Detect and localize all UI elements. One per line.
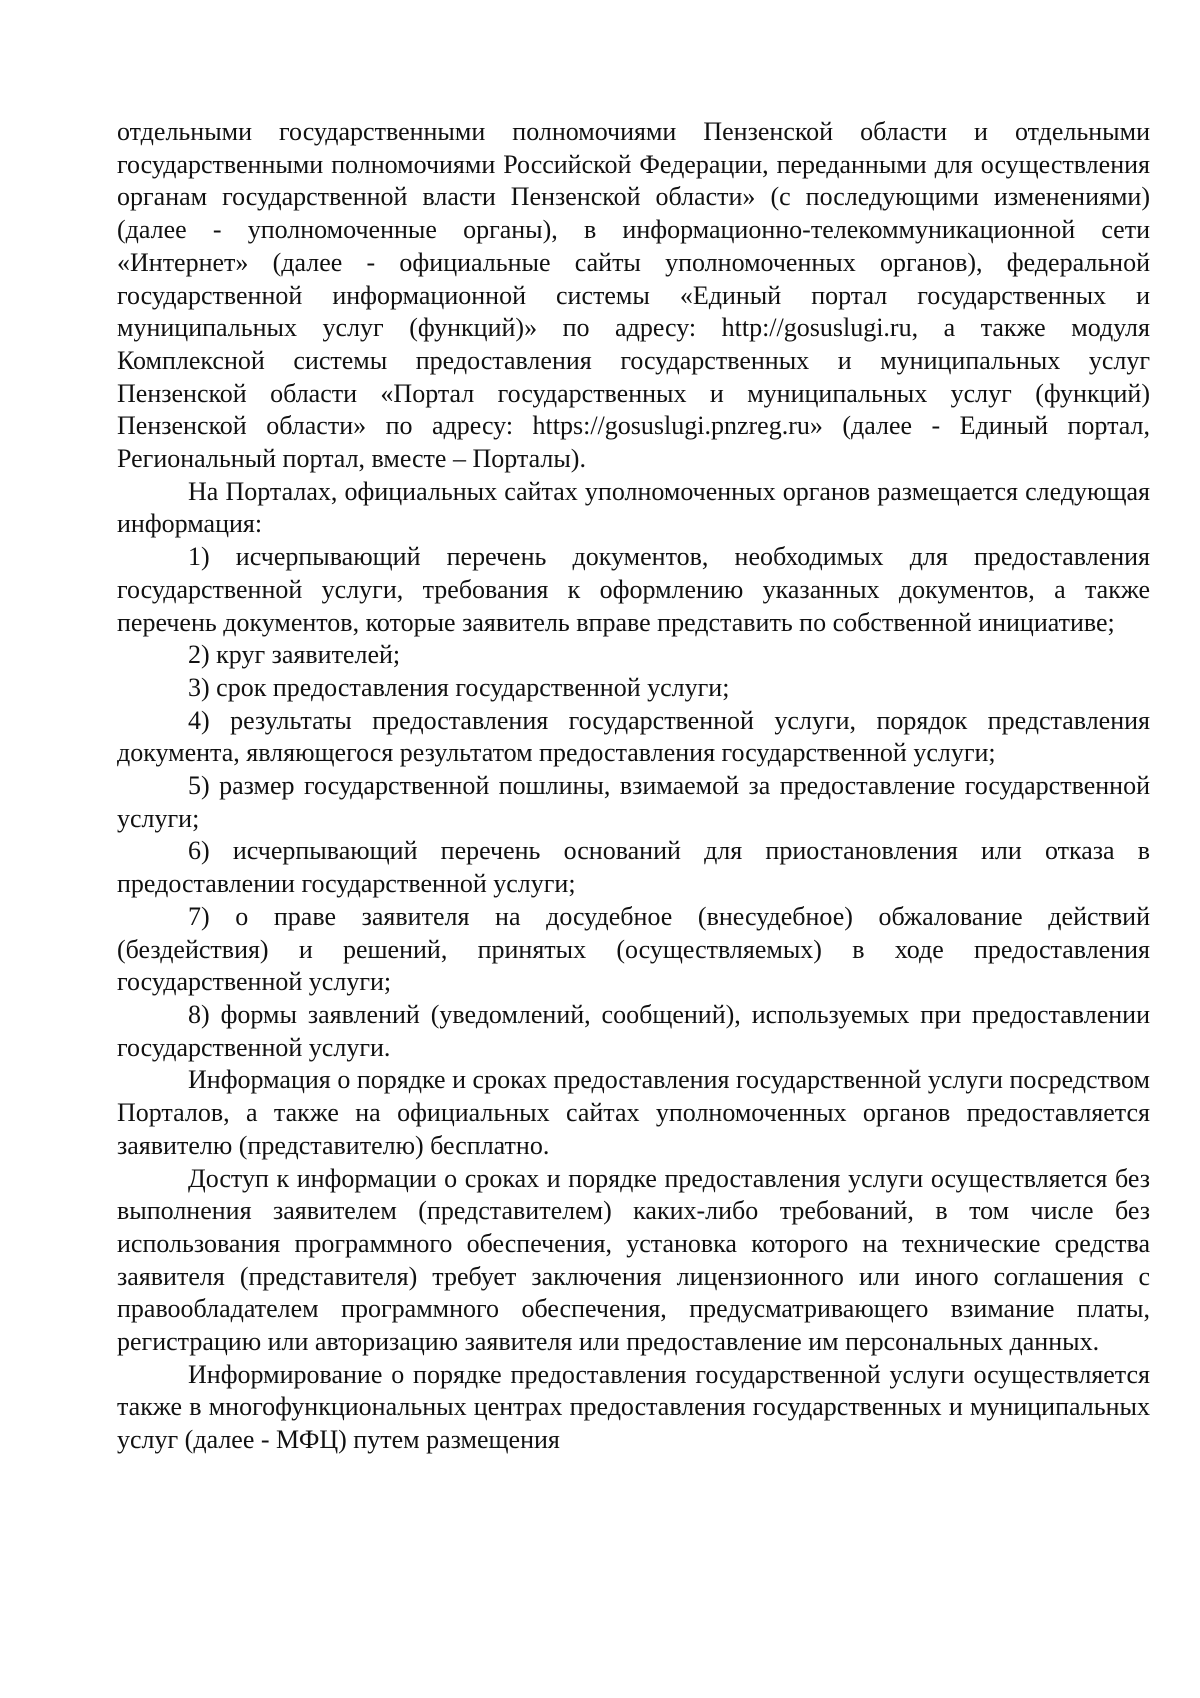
paragraph-mfc: Информирование о порядке предоставления государственной услуги осуществляется также в многофункциональных центрах предоставления государственных и муниципальных услуг (далее - МФЦ) путем размещения bbox=[117, 1359, 1150, 1455]
paragraph-portal-info: На Порталах, официальных сайтах уполномоченных органов размещается следующая информация: bbox=[117, 476, 1150, 539]
list-item-8: 8) формы заявлений (уведомлений, сообщений), используемых при предоставлении государственной услуги. bbox=[117, 999, 1150, 1062]
document-body bbox=[117, 116, 1150, 1457]
paragraph-free-info: Информация о порядке и сроках предоставления государственной услуги посредством Порталов, а также на официальных сайтах уполномоченных органов предоставляется заявителю (представителю) бесплатно. bbox=[117, 1065, 1150, 1160]
list-item-5: 5) размер государственной пошлины, взимаемой за предоставление государственной услуги; bbox=[117, 771, 1150, 833]
paragraph-access: Доступ к информации о сроках и порядке предоставления услуги осуществляется без выполнения заявителем (представителем) каких-либо требований, в том числе без использования программного обеспечения, установка которого на технические средства заявителя (представителя) требует заключения лицензионного или иного соглашения с правообладателем программного обеспечения, предусматривающего взимание платы, регистрацию или авторизацию заявителя или предоставление им персональных данных. bbox=[117, 1163, 1150, 1357]
list-item-1: 1) исчерпывающий перечень документов, необходимых для предоставления государственной услуги, требования к оформлению указанных документов, а также перечень документов, которые заявитель вправе представить по собственной инициативе; bbox=[117, 542, 1150, 637]
list-item-4: 4) результаты предоставления государственной услуги, порядок представления документа, являющегося результатом предоставления государственной услуги; bbox=[117, 705, 1150, 768]
list-item-6: 6) исчерпывающий перечень оснований для приостановления или отказа в предоставлении государственной услуги; bbox=[117, 836, 1150, 899]
paragraph-continuation: отдельными государственными полномочиями Пензенской области и отдельными государственными полномочиями Российской Федерации, переданными для осуществления органам государственной власти Пензенской области» (с последующими изменениями) (далее - уполномоченные органы), в информационно-телекоммуникационной сети «Интернет» (далее - официальные сайты уполномоченных органов), федеральной государственной информационной системы «Единый портал государственных и муниципальных услуг (функций)» по адресу: http://gosuslugi.ru, а также модуля Комплексной системы предоставления государственных и муниципальных услуг Пензенской области «Портал государственных и муниципальных услуг (функций) Пензенской области» по адресу: https://gosuslugi.pnzreg.ru» (далее - Единый портал, Региональный портал, вместе – Порталы). bbox=[117, 117, 1150, 474]
list-item-2: 2) круг заявителей; bbox=[188, 640, 401, 670]
list-item-3: 3) срок предоставления государственной услуги; bbox=[188, 672, 730, 702]
list-item-7: 7) о праве заявителя на досудебное (внесудебное) обжалование действий (бездействия) и решений, принятых (осуществляемых) в ходе предоставления государственной услуги; bbox=[117, 901, 1150, 997]
